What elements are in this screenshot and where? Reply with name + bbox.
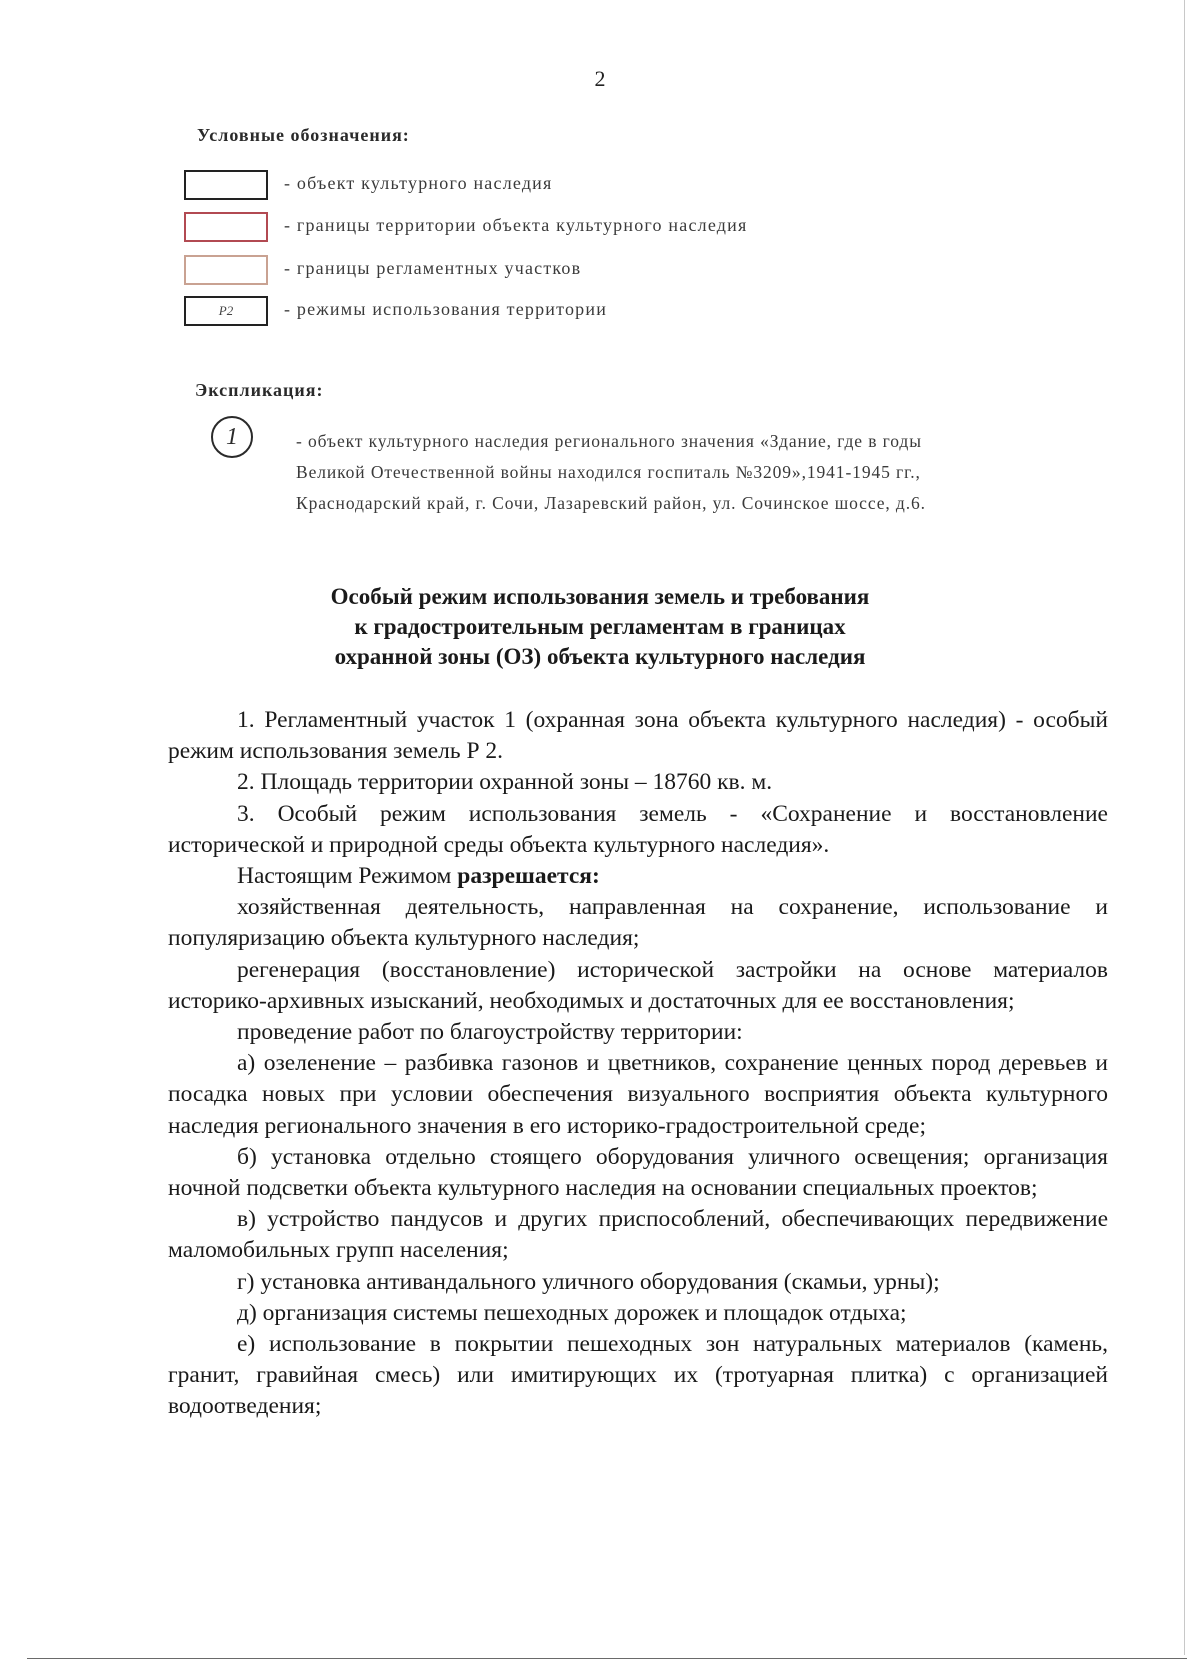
legend-title: Условные обозначения: bbox=[197, 125, 410, 145]
legend-swatch-red bbox=[184, 212, 268, 242]
heading-line: Особый режим использования земель и требования bbox=[330, 584, 870, 609]
paragraph: д) организация системы пешеходных дорожек и площадок отдыха; bbox=[237, 1299, 907, 1326]
paragraph: 3. Особый режим использования земель - «Сохранение и восстановление исторической и природной среды объекта культурного наследия». bbox=[168, 800, 1108, 858]
heading-line: к градостроительным регламентам в границах bbox=[354, 614, 846, 639]
explication-line: Великой Отечественной войны находился госпиталь №3209»,1941-1945 гг., bbox=[296, 462, 921, 482]
paragraph: в) устройство пандусов и других приспособлений, обеспечивающих передвижение маломобильных групп населения; bbox=[168, 1206, 1108, 1264]
legend-item-usage-modes bbox=[184, 296, 1084, 330]
legend-swatch-black bbox=[184, 170, 268, 200]
explication-line: Краснодарский край, г. Сочи, Лазаревский район, ул. Сочинское шоссе, д.6. bbox=[296, 493, 926, 513]
legend-label: - границы территории объекта культурного наследия bbox=[284, 215, 748, 235]
legend-swatch-code: Р2 bbox=[184, 296, 268, 326]
body-text bbox=[168, 705, 1108, 1423]
paragraph: е) использование в покрытии пешеходных зон натуральных материалов (камень, гранит, гравийная смесь) или имитирующих их (тротуарная плитка) с организацией водоотведения; bbox=[168, 1331, 1108, 1420]
paragraph: г) установка антивандального уличного оборудования (скамьи, урны); bbox=[237, 1268, 940, 1295]
heading-line: охранной зоны (ОЗ) объекта культурного наследия bbox=[334, 644, 866, 669]
legend-label: - объект культурного наследия bbox=[284, 173, 553, 193]
paragraph: б) установка отдельно стоящего оборудования уличного освещения; организация ночной подсветки объекта культурного наследия на основании специальных проектов; bbox=[168, 1143, 1108, 1202]
legend-swatch-tan bbox=[184, 255, 268, 285]
legend-label: - границы регламентных участков bbox=[284, 258, 582, 278]
legend-item-regulation-sites bbox=[184, 255, 1084, 289]
legend-label: - режимы использования территории bbox=[284, 299, 608, 319]
paragraph-bold: разрешается: bbox=[457, 863, 600, 890]
paragraph: 1. Регламентный участок 1 (охранная зона объекта культурного наследия) - особый режим использования земель Р 2. bbox=[168, 707, 1108, 765]
paragraph-permitted bbox=[168, 861, 1108, 892]
paragraph-prefix: Настоящим Режимом bbox=[237, 863, 458, 890]
page-number: 2 bbox=[594, 66, 606, 91]
page-edge-line bbox=[1184, 0, 1185, 1655]
page-bottom-rule bbox=[27, 1658, 1187, 1659]
explication-line: - объект культурного наследия регионального значения «Здание, где в годы bbox=[296, 431, 922, 451]
paragraph: хозяйственная деятельность, направленная на сохранение, использование и популяризацию объекта культурного наследия; bbox=[168, 894, 1108, 952]
paragraph: регенерация (восстановление) исторической застройки на основе материалов историко-архивных изысканий, необходимых и достаточных для ее восстановления; bbox=[168, 956, 1108, 1014]
paragraph: проведение работ по благоустройству территории: bbox=[237, 1019, 743, 1046]
paragraph: а) озеленение – разбивка газонов и цветников, сохранение ценных пород деревьев и посадка новых при условии обеспечения визуального восприятия объекта культурного наследия регионального значения в его историко-градостроительной среде; bbox=[168, 1050, 1108, 1139]
explication-text bbox=[296, 426, 1096, 519]
legend-item-territory-boundary bbox=[184, 212, 1084, 246]
paragraph: 2. Площадь территории охранной зоны – 18760 кв. м. bbox=[237, 769, 773, 796]
section-heading bbox=[0, 582, 1200, 672]
explication-title: Экспликация: bbox=[195, 380, 324, 400]
explication-marker: 1 bbox=[211, 416, 253, 458]
legend-item-heritage-object bbox=[184, 170, 1084, 204]
